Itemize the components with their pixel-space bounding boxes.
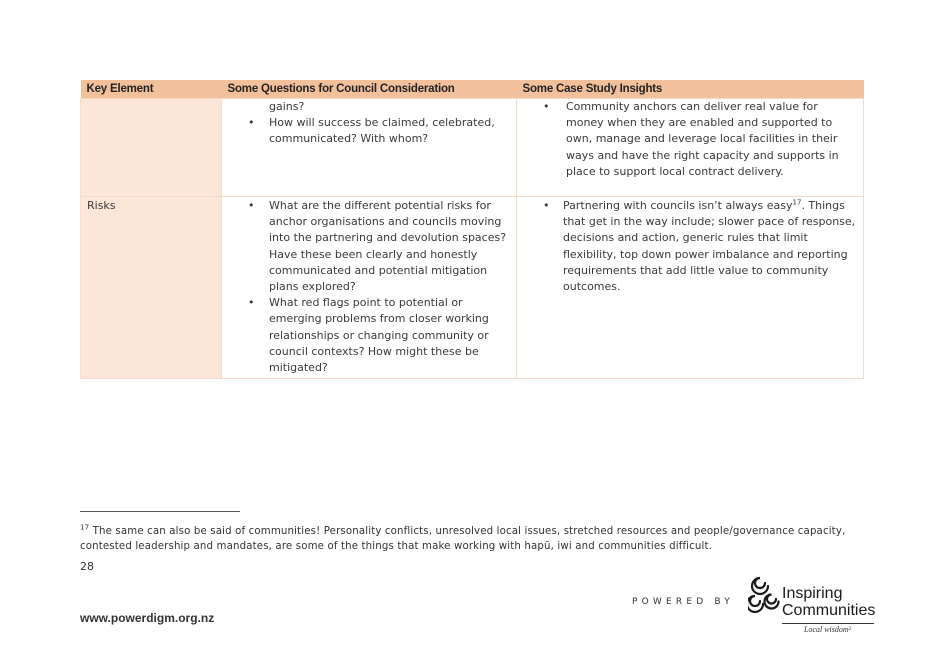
continued-text: gains? bbox=[269, 100, 305, 113]
footnote bbox=[80, 525, 870, 554]
inspiring-communities-logo bbox=[748, 573, 880, 637]
insights-cell bbox=[517, 197, 864, 379]
spiral-logo-icon bbox=[748, 575, 784, 619]
list-item: • Community anchors can deliver real value for money when they are enabled and supported to own, manage and leverage local facilities in their ways and have the right capacity and supports in place to support local contract delivery. bbox=[523, 99, 857, 180]
header-key-element: Key Element bbox=[81, 80, 222, 99]
insights-cell bbox=[517, 99, 864, 197]
logo-wordmark bbox=[782, 585, 875, 619]
list-item: • How will success be claimed, celebrated, communicated? With whom? bbox=[228, 115, 510, 147]
insights-list bbox=[523, 99, 857, 180]
questions-cell bbox=[222, 197, 517, 379]
logo-line-2: Communities bbox=[782, 602, 876, 619]
insight-text-cont: . Things that get in the way include; slower pace of response, decisions and action, generic rules that limit flexibility, top down power imbalance and reporting requirements that add little value to community outcomes. bbox=[563, 199, 856, 294]
page-number: 28 bbox=[80, 560, 94, 573]
insights-list bbox=[523, 198, 857, 295]
insight-text: Partnering with councils isn’t always easy bbox=[563, 199, 793, 212]
footnote-text: The same can also be said of communities! Personality conflicts, unresolved local issues, stretched resources and people/governance capacity, contested leadership and mandates, are some of the things that make working with hapū, iwi and communities difficult. bbox=[80, 526, 846, 552]
list-item bbox=[523, 198, 857, 295]
table-row bbox=[81, 197, 864, 379]
footnote-number: 17 bbox=[80, 523, 90, 532]
list-item: • What are the different potential risks for anchor organisations and councils moving into the partnering and devolution spaces? Have these been clearly and honestly communicated and potential mitigation plans explored? bbox=[228, 198, 510, 295]
header-questions: Some Questions for Council Consideration bbox=[222, 80, 517, 99]
questions-list bbox=[228, 198, 510, 376]
logo-tagline: Local wisdom² bbox=[804, 625, 852, 634]
tagline-divider bbox=[782, 623, 874, 624]
key-cell bbox=[81, 99, 222, 197]
questions-cell bbox=[222, 99, 517, 197]
table-header-row bbox=[81, 80, 864, 99]
powered-by-label: POWERED BY bbox=[632, 597, 735, 607]
questions-list bbox=[228, 115, 510, 147]
table-row bbox=[81, 99, 864, 197]
website-link[interactable]: www.powerdigm.org.nz bbox=[80, 611, 215, 625]
key-cell-risks: Risks bbox=[81, 197, 222, 379]
footnote-divider bbox=[80, 511, 240, 512]
key-elements-table bbox=[80, 80, 864, 379]
logo-line-1: Inspiring bbox=[782, 585, 843, 602]
header-insights: Some Case Study Insights bbox=[517, 80, 864, 99]
list-item: • What red flags point to potential or emerging problems from closer working relationships or changing community or council contexts? How might these be mitigated? bbox=[228, 295, 510, 376]
footnote-reference[interactable]: 17 bbox=[792, 198, 802, 207]
